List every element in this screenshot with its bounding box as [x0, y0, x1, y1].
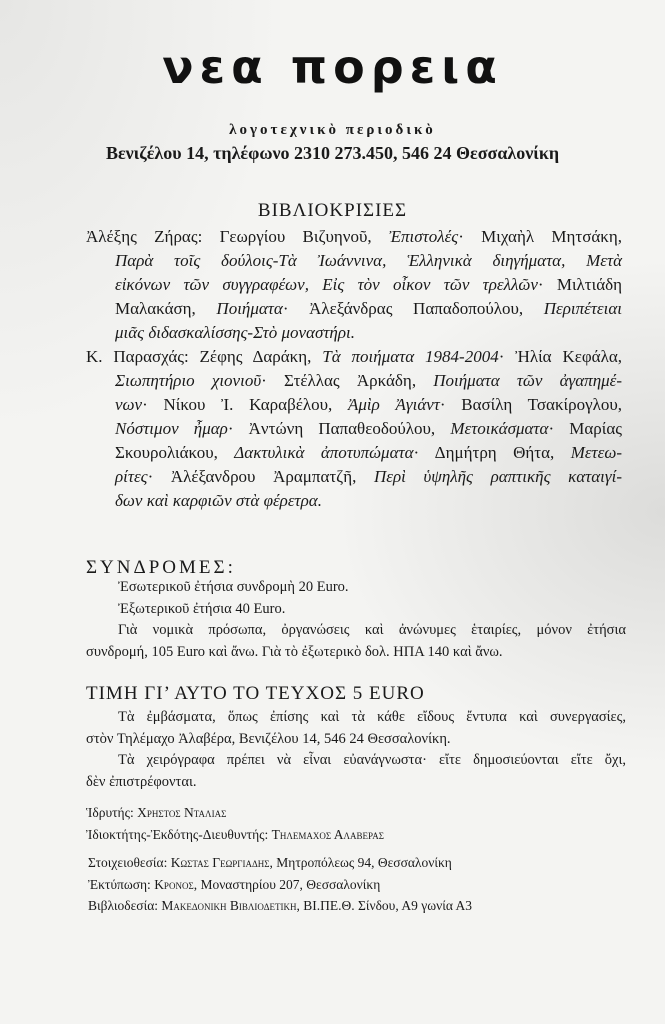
- review-text: · Ἀλέξανδρου Ἀραμπατζῆ,: [147, 467, 374, 486]
- book-title: Τὰ ποιήματα 1984-2004: [322, 347, 499, 366]
- book-title: Ποιήματα τῶν ἀγαπημέ-: [433, 371, 623, 390]
- printing-label: Ἐκτύπωση:: [88, 876, 151, 892]
- review-line: [86, 465, 622, 489]
- magazine-address: Βενιζέλου 14, τηλέφωνο 2310 273.450, 546 24 Θεσσαλονίκη: [105, 143, 560, 163]
- review-line: [86, 369, 622, 393]
- review-text: Σκουρολιάκου,: [115, 443, 235, 462]
- review-text: · Βασίλη Τσακίρογλου,: [439, 395, 622, 414]
- binding-name: Μακεδονικη Βιβλιοδετικη: [161, 898, 297, 913]
- printing-line: [88, 874, 472, 896]
- manuscripts-line: δὲν ἐπιστρέφονται.: [86, 774, 197, 791]
- book-title: Ἐπιστολές: [388, 227, 459, 246]
- price-body: [86, 707, 626, 794]
- book-title: Δακτυλικὰ ἀποτυπώματα: [234, 443, 414, 462]
- typesetting-label: Στοιχειοθεσία:: [88, 855, 168, 870]
- typesetting-name: Κωστας Γεωργιαδης: [170, 855, 270, 870]
- magazine-logo: νεα πορεια: [162, 40, 503, 94]
- book-title: Μετοικάσματα: [450, 419, 549, 438]
- book-title: δων καὶ καρφιῶν στὰ φέρετρα.: [115, 491, 322, 510]
- book-title: νων: [115, 395, 143, 414]
- typesetting-address: , Μητροπόλεως 94, Θεσσαλονίκη: [269, 855, 452, 870]
- review-text: · Ἀλεξάνδρας Παπαδοπούλου,: [282, 299, 544, 318]
- owner-name: Τηλεμαχος Αλαβερας: [271, 826, 384, 842]
- review-text: · Μιλτιάδη: [537, 275, 622, 294]
- founder-label: Ἱδρυτής:: [86, 805, 134, 820]
- review-line: [86, 345, 622, 369]
- book-title: Περιπέτειαι: [543, 299, 622, 318]
- review-text: · Μαρίας: [548, 419, 622, 438]
- review-text: · Νίκου Ἰ. Καραβέλου,: [142, 395, 348, 414]
- printing-address: , Μοναστηρίου 207, Θεσσαλονίκη: [193, 876, 381, 892]
- subscriptions-heading: ΣΥΝΔΡΟΜΕΣ:: [86, 557, 236, 578]
- book-title: Μετεω-: [570, 443, 622, 462]
- subscriptions-body: [86, 577, 626, 664]
- reviews-heading: ΒΙΒΛΙΟΚΡΙΣΙΕΣ: [257, 200, 408, 221]
- remittance-line: Τὰ ἐμβάσματα, ὅπως ἐπίσης καὶ τὰ κάθε εἴδους ἔντυπα καὶ συνεργασίες,: [118, 709, 626, 725]
- review-text: Ἀλέξης Ζήρας: Γεωργίου Βιζυηνοῦ,: [86, 227, 389, 246]
- domestic-subscription: Ἐσωτερικοῦ ἐτήσια συνδρομὴ 20 Euro.: [118, 579, 349, 595]
- credits-owners: [86, 802, 384, 845]
- review-text: Κ. Παρασχάς: Ζέφης Δαράκη,: [86, 347, 323, 366]
- review-line: [86, 417, 622, 441]
- typesetting-line: [88, 852, 472, 874]
- price-heading: ΤΙΜΗ ΓΙ’ ΑΥΤΟ ΤΟ ΤΕΥΧΟΣ 5 EURO: [86, 683, 425, 704]
- remittance-line: στὸν Τηλέμαχο Ἀλαβέρα, Βενιζέλου 14, 546 24 Θεσσαλονίκη.: [86, 730, 451, 747]
- review-text: · Μιχαὴλ Μητσάκη,: [458, 227, 622, 246]
- book-title: ρίτες: [115, 467, 148, 486]
- review-text: · Ἀντώνη Παπαθεοδούλου,: [227, 419, 451, 438]
- printing-name: Κρονος: [154, 876, 194, 892]
- owner-label: Ἰδιοκτήτης-Ἐκδότης-Διευθυντής:: [86, 826, 269, 842]
- book-title: Περὶ ὑψηλῆς ραπτικῆς καταιγί-: [373, 467, 622, 486]
- magazine-subtitle: λογοτεχνικὸ περιοδικὸ: [229, 122, 436, 138]
- binding-address: , ΒΙ.ΠΕ.Θ. Σίνδου, Α9 γωνία Α3: [296, 898, 473, 913]
- credits-production: [88, 852, 472, 917]
- legal-entities-line: Γιὰ νομικὰ πρόσωπα, ὀργανώσεις καὶ ἀνώνυμες ἑταιρίες, μόνον ἐτήσια: [118, 622, 626, 639]
- book-title: Ποιήματα: [216, 299, 283, 318]
- review-line: [86, 225, 622, 249]
- review-line: [86, 249, 622, 273]
- review-line: [86, 441, 622, 465]
- review-entry: [86, 345, 622, 513]
- legal-entities-line: συνδρομή, 105 Euro καὶ ἄνω. Γιὰ τὸ ἐξωτερικὸ δολ. ΗΠΑ 140 καὶ ἄνω.: [86, 644, 503, 661]
- book-title: Ἀμὶρ Ἀγιάντ: [348, 395, 440, 414]
- owner-line: [86, 824, 384, 846]
- founder-line: [86, 802, 384, 824]
- review-line: [86, 321, 622, 345]
- book-title: Σιωπητήριο χιονιοῦ: [115, 371, 262, 390]
- book-title: εἰκόνων τῶν συγγραφέων, Εἰς τὸν οἶκον τῶν τρελλῶν: [115, 275, 538, 294]
- foreign-subscription: Ἐξωτερικοῦ ἐτήσια 40 Euro.: [118, 600, 286, 617]
- binding-line: [88, 895, 472, 917]
- review-line: [86, 489, 622, 513]
- review-line: [86, 273, 622, 297]
- book-title: Νόστιμον ἦμαρ: [115, 419, 228, 438]
- review-entry: [86, 225, 622, 345]
- reviews-list: [86, 225, 622, 513]
- book-title: Παρὰ τοῖς δούλοις-Τὰ Ἰωάννινα, Ἑλληνικὰ διηγήματα, Μετὰ: [115, 251, 622, 270]
- binding-label: Βιβλιοδεσία:: [88, 898, 159, 913]
- review-line: [86, 393, 622, 417]
- review-line: [86, 297, 622, 321]
- founder-name: Χρηστος Νταλιας: [137, 805, 227, 820]
- review-text: · Δημήτρη Θήτα,: [413, 443, 571, 462]
- review-text: Μαλακάση,: [115, 299, 217, 318]
- review-text: · Στέλλας Ἀρκάδη,: [261, 371, 434, 390]
- manuscripts-line: Τὰ χειρόγραφα πρέπει νὰ εἶναι εὐανάγνωστα· εἴτε δημοσιεύονται εἴτε ὄχι,: [118, 752, 626, 769]
- book-title: μιᾶς διδασκαλίσσης-Στὸ μοναστήρι.: [115, 323, 355, 342]
- review-text: · Ἠλία Κεφάλα,: [498, 347, 622, 366]
